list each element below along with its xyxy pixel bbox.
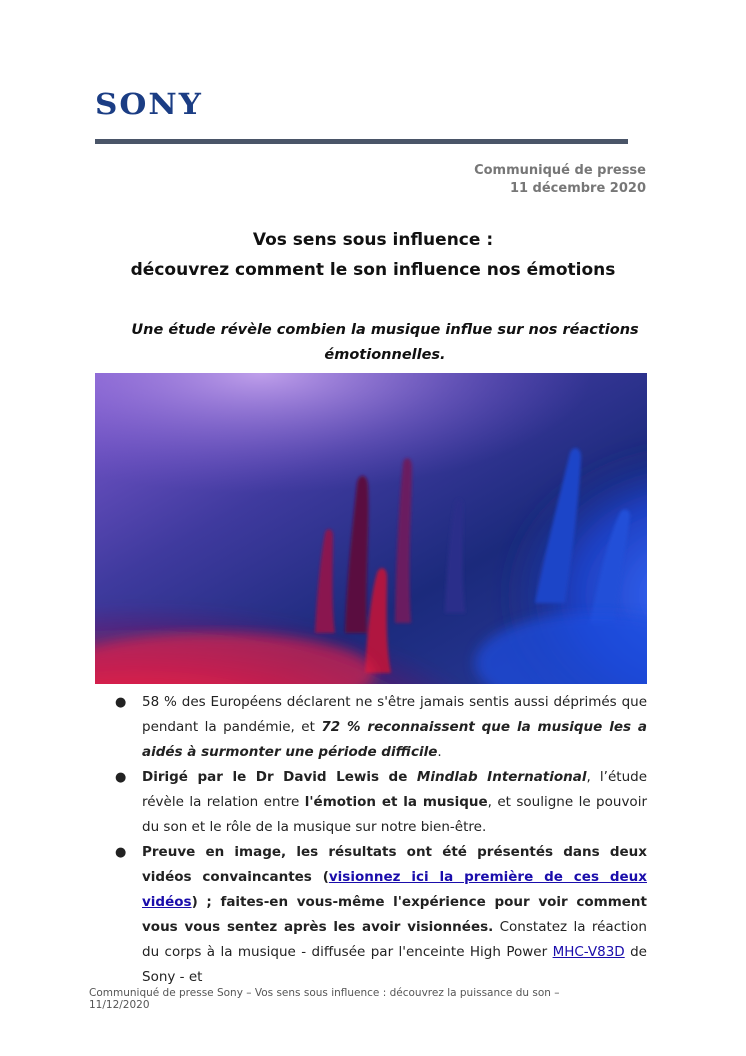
bullet-1-end: . (437, 744, 442, 760)
key-points-list (95, 690, 647, 990)
bullet-icon: ● (115, 770, 127, 785)
bullet-icon: ● (115, 845, 127, 860)
press-meta (474, 162, 646, 198)
doc-date: 11 décembre 2020 (509, 181, 646, 196)
page-footer (89, 987, 609, 1011)
video-link[interactable]: visionnez ici la première de ces deux vidéos (142, 869, 647, 910)
header-divider (95, 139, 628, 144)
doc-type: Communiqué de presse (474, 163, 646, 178)
bullet-3-bold: ) ; faites-en vous-même l'expérience pour voir comment vous vous sentez après les avoir visionnées. (142, 894, 647, 935)
list-item (95, 765, 647, 840)
subtitle-line-1: Une étude révèle combien la musique influe sur nos réactions (131, 322, 639, 338)
bullet-icon: ● (115, 695, 127, 710)
list-item (95, 840, 647, 990)
bullet-2-emphasis: l'émotion et la musique (304, 794, 488, 810)
bullet-1-highlight: 72 % reconnaissent que la musique les a aidés à surmonter une période difficile (142, 719, 647, 760)
bullet-2-text-end: , et souligne le pouvoir du son et le rôle de la musique sur notre bien-être. (142, 794, 647, 835)
liquid-splash-image (95, 373, 647, 684)
footer-line-1: Communiqué de presse Sony – Vos sens sous influence : découvrez la puissance du son – (89, 987, 560, 999)
bullet-3-text: Constatez la réaction du corps à la musique - diffusée par l'enceinte High Power (142, 919, 647, 960)
page-title (0, 225, 746, 285)
sony-logo: SONY (95, 88, 203, 122)
subtitle (95, 318, 675, 368)
footer-line-2: 11/12/2020 (89, 999, 150, 1011)
bullet-2-lead: Dirigé par le Dr David Lewis de (142, 769, 417, 785)
bullet-3-lead: Preuve en image, les résultats ont été présentés dans deux vidéos convaincantes ( (142, 844, 647, 885)
title-line-1: Vos sens sous influence : (252, 230, 494, 250)
list-item (95, 690, 647, 765)
bullet-2-org: Mindlab International (416, 769, 587, 785)
title-line-2: découvrez comment le son influence nos émotions (130, 260, 616, 280)
bullet-1-text: 58 % des Européens déclarent ne s'être jamais sentis aussi déprimés que pendant la pandémie, et (142, 694, 647, 735)
bullet-3-text-end: de Sony - et (142, 944, 647, 985)
subtitle-line-2: émotionnelles. (324, 347, 446, 363)
product-link[interactable]: MHC-V83D (552, 944, 625, 960)
hero-image (95, 373, 647, 684)
bullet-2-text: , l’étude révèle la relation entre (142, 769, 648, 810)
